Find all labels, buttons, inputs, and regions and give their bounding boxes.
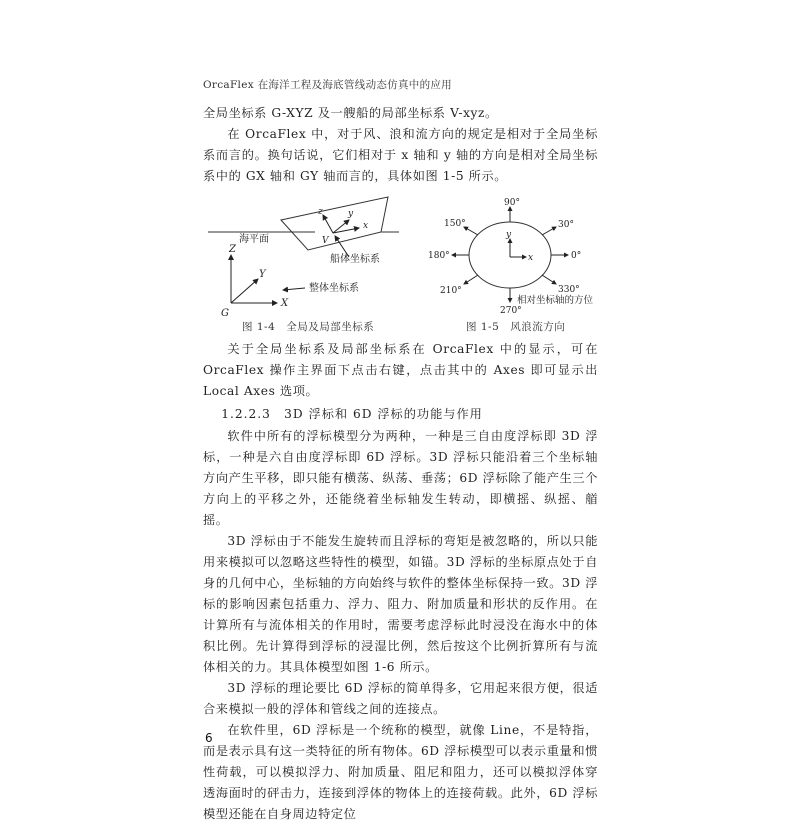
body-text-top bbox=[203, 103, 598, 187]
svg-text:y: y bbox=[348, 209, 354, 219]
svg-text:Y: Y bbox=[259, 269, 266, 280]
svg-text:330°: 330° bbox=[558, 285, 580, 295]
svg-text:船体坐标系: 船体坐标系 bbox=[330, 254, 380, 265]
svg-text:G: G bbox=[221, 308, 229, 319]
svg-text:z: z bbox=[318, 207, 323, 217]
page-number: 6 bbox=[205, 731, 213, 745]
svg-text:0°: 0° bbox=[571, 251, 582, 261]
svg-text:相对坐标轴的方位: 相对坐标轴的方位 bbox=[517, 295, 594, 306]
svg-text:整体坐标系: 整体坐标系 bbox=[309, 283, 359, 294]
figure-1-4-diagram bbox=[203, 195, 403, 320]
svg-text:270°: 270° bbox=[500, 306, 522, 315]
paragraph: 在 OrcaFlex 中，对于风、浪和流方向的规定是相对于全局坐标系而言的。换句话说，它们相对于 x 轴和 y 轴的方向是相对全局坐标系中的 GX 轴和 GY 轴而言的，具体如图 1-5 所示。 bbox=[203, 127, 598, 183]
paragraph: 软件中所有的浮标模型分为两种，一种是三自由度浮标即 3D 浮标，一种是六自由度浮标即 6D 浮标。3D 浮标只能沿着三个坐标轴方向产生平移，即只能有横荡、纵荡、垂荡；6D 浮标除了能产生三个方向上的平移之外，还能绕着坐标轴发生转动，即横摇、纵摇、艏摇。 bbox=[203, 429, 598, 527]
paragraph: 关于全局坐标系及局部坐标系在 OrcaFlex 中的显示，可在 OrcaFlex 操作主界面下点击右键，点击其中的 Axes 即可显示出 Local Axes 选项。 bbox=[203, 342, 598, 398]
svg-text:X: X bbox=[281, 298, 289, 309]
svg-text:海平面: 海平面 bbox=[239, 234, 269, 245]
paragraph: 全局坐标系 G-XYZ 及一艘船的局部坐标系 V-xyz。 bbox=[203, 106, 498, 120]
figure-1-5-caption: 图 1-5 风浪流方向 bbox=[466, 321, 566, 333]
svg-text:210°: 210° bbox=[440, 286, 462, 296]
running-header: OrcaFlex 在海洋工程及海底管线动态仿真中的应用 bbox=[203, 79, 452, 91]
figure-1-4-caption: 图 1-4 全局及局部坐标系 bbox=[242, 321, 375, 333]
svg-text:150°: 150° bbox=[444, 219, 466, 229]
paragraph: 3D 浮标由于不能发生旋转而且浮标的弯矩是被忽略的，所以只能用来模拟可以忽略这些特性的模型，如锚。3D 浮标的坐标原点处于自身的几何中心，坐标轴的方向始终与软件的整体坐标保持一致。3D 浮标的影响因素包括重力、浮力、阻力、附加质量和形状的反作用。在计算所有与流体相关的作用时，需要考虑浮标此时浸没在海水中的体积比例。先计算得到浮标的浸湿比例，然后按这个比例折算所有与流体相关的力。其具体模型如图 1-6 所示。 bbox=[203, 534, 598, 674]
svg-text:x: x bbox=[363, 221, 369, 231]
svg-text:y: y bbox=[506, 230, 512, 240]
paragraph: 3D 浮标的理论要比 6D 浮标的简单得多，它用起来很方便，很适合来模拟一般的浮体和管线之间的连接点。 bbox=[203, 681, 598, 716]
svg-text:90°: 90° bbox=[504, 198, 520, 208]
svg-text:30°: 30° bbox=[558, 220, 574, 230]
svg-text:V: V bbox=[322, 236, 329, 246]
svg-text:Z: Z bbox=[229, 244, 236, 255]
body-text-bottom bbox=[203, 339, 598, 825]
svg-text:x: x bbox=[528, 253, 534, 263]
figure-1-5-diagram bbox=[412, 195, 607, 315]
paragraph: 在软件里，6D 浮标是一个统称的模型，就像 Line，不是特指，而是表示具有这一类特征的所有物体。6D 浮标模型可以表示重量和惯性荷载，可以模拟浮力、附加质量、阻尼和阻力，还可以模拟浮体穿透海面时的砰击力，连接到浮体的物体上的连接荷载。此外，6D 浮标模型还能在自身周边特定位 bbox=[203, 723, 598, 821]
section-heading: 1.2.2.3 3D 浮标和 6D 浮标的功能与作用 bbox=[221, 407, 483, 421]
svg-text:180°: 180° bbox=[428, 251, 450, 261]
